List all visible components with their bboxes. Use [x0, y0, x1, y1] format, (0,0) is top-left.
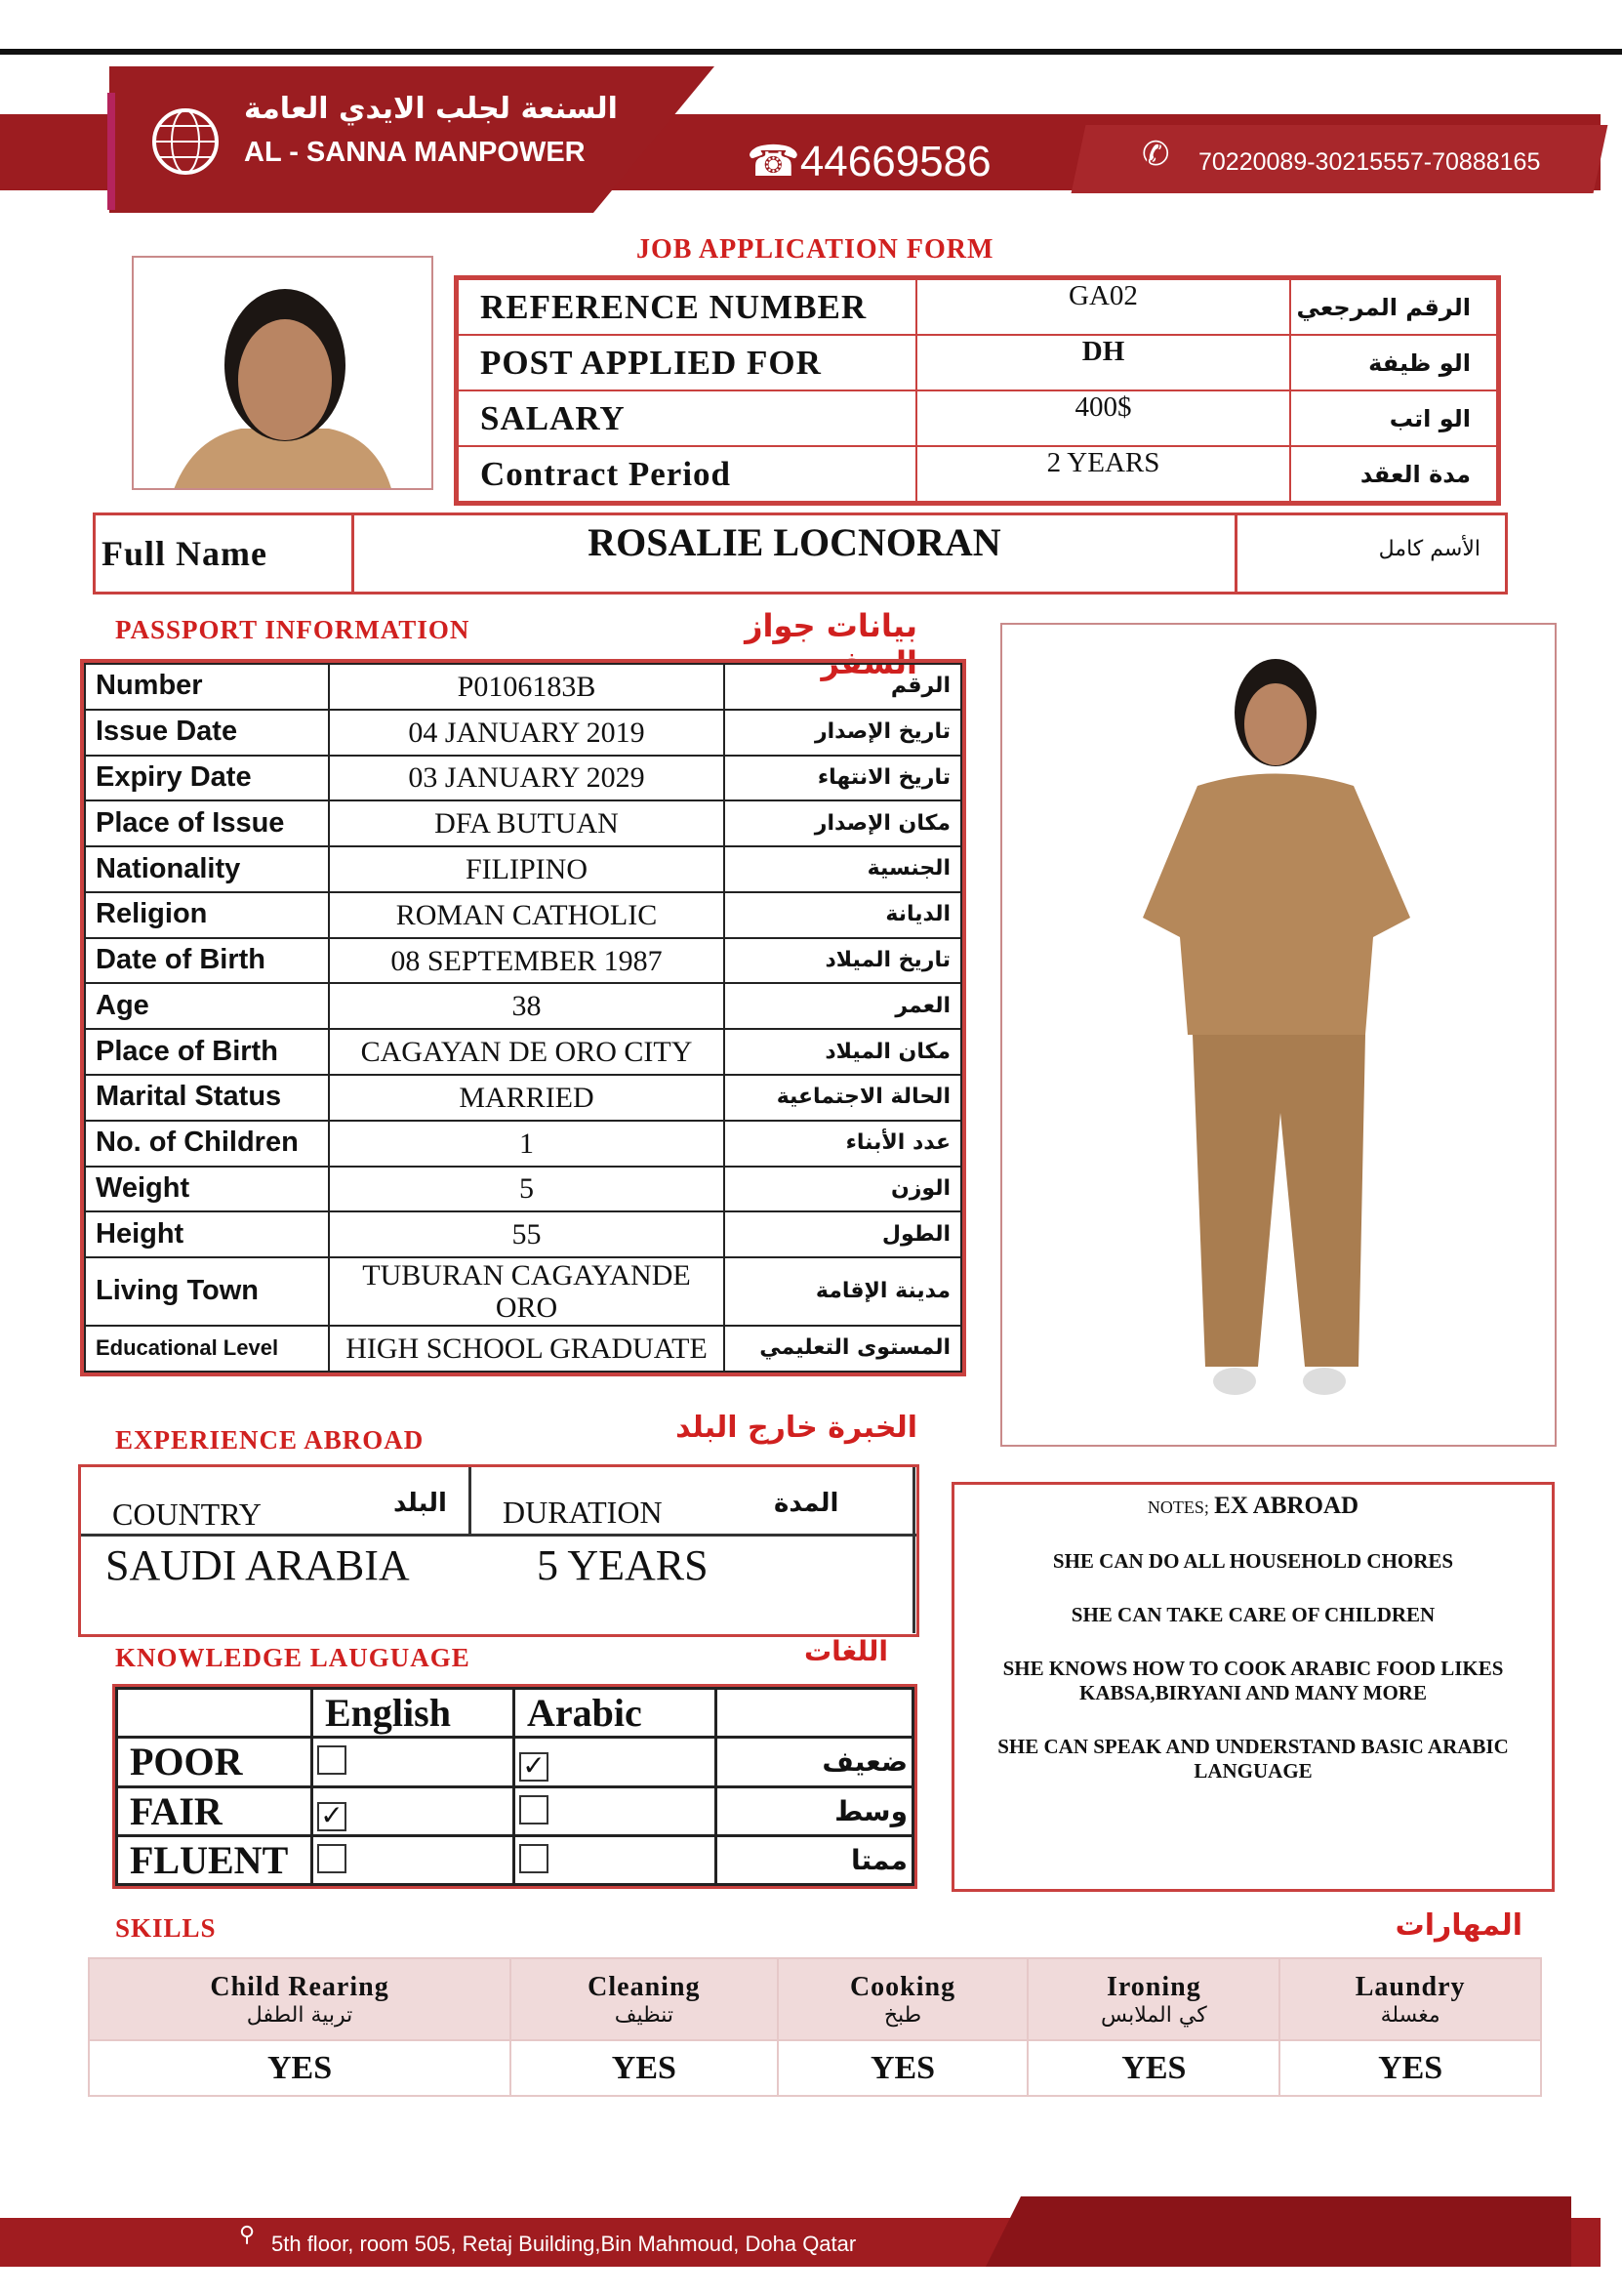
- contract-value: 2 YEARS: [916, 446, 1290, 502]
- skill-label: Cooking: [849, 1971, 956, 2002]
- phone-number: [747, 137, 992, 186]
- field-label-ar: تاريخ الانتهاء: [724, 756, 961, 801]
- note-line: SHE CAN DO ALL HOUSEHOLD CHORES: [1052, 1549, 1454, 1573]
- full-body-photo: [1000, 623, 1557, 1447]
- full-name-value: ROSALIE LOCNORAN: [354, 515, 1237, 592]
- english-header: English: [312, 1689, 514, 1738]
- field-label-ar: الحالة الاجتماعية: [724, 1075, 961, 1121]
- field-label-ar: مكان الميلاد: [724, 1029, 961, 1075]
- skill-value: YES: [89, 2040, 510, 2096]
- passport-row: [85, 1257, 961, 1326]
- field-label: Marital Status: [85, 1075, 329, 1121]
- passport-row: [85, 664, 961, 710]
- mobile-phone-icon: ✆: [1142, 135, 1170, 174]
- brand-name: AL - SANNA MANPOWER: [244, 137, 586, 168]
- contract-label-ar: مدة العقد: [1290, 446, 1497, 502]
- skill-header: [1028, 1958, 1279, 2040]
- duration-label: DURATION: [503, 1495, 663, 1530]
- passport-row: [85, 1326, 961, 1372]
- field-value: 03 JANUARY 2029: [329, 756, 724, 801]
- language-section-title: KNOWLEDGE LAUGUAGE: [115, 1643, 470, 1672]
- country-label: COUNTRY: [112, 1496, 262, 1532]
- field-value: 38: [329, 983, 724, 1029]
- field-label-ar: الديانة: [724, 892, 961, 938]
- field-value: 5: [329, 1167, 724, 1212]
- skill-value: YES: [1028, 2040, 1279, 2096]
- contract-label: Contract Period: [458, 446, 916, 502]
- field-value: MARRIED: [329, 1075, 724, 1121]
- blank-header: [117, 1689, 312, 1738]
- level-label-ar: ممتا: [716, 1835, 913, 1884]
- field-value: CAGAYAN DE ORO CITY: [329, 1029, 724, 1075]
- level-label: FAIR: [117, 1786, 312, 1835]
- level-label: FLUENT: [117, 1835, 312, 1884]
- ref-label-ar: الرقم المرجعي: [1290, 279, 1497, 335]
- field-label-ar: الوزن: [724, 1167, 961, 1212]
- field-label: Living Town: [85, 1257, 329, 1326]
- globe-logo-icon: [146, 102, 224, 181]
- logo-accent: [107, 93, 115, 210]
- field-label-ar: الرقم: [724, 664, 961, 710]
- full-name-label-ar: الأسم كامل: [1378, 537, 1480, 561]
- skill-label-ar: تنظيف: [614, 2002, 673, 2028]
- field-label: Number: [85, 664, 329, 710]
- salary-label-ar: الو اتب: [1290, 390, 1497, 446]
- field-value: HIGH SCHOOL GRADUATE: [329, 1326, 724, 1372]
- field-label-ar: مدينة الإقامة: [724, 1257, 961, 1326]
- language-row: [117, 1835, 913, 1884]
- skill-label-ar: مغسلة: [1380, 2002, 1440, 2028]
- field-label: Age: [85, 983, 329, 1029]
- notes-title: EX ABROAD: [1214, 1493, 1359, 1519]
- passport-row: [85, 1121, 961, 1167]
- skills-section-title-ar: المهارات: [1395, 1908, 1522, 1943]
- passport-row: [85, 892, 961, 938]
- level-label-ar: ضعيف: [716, 1738, 913, 1786]
- arabic-header: Arabic: [514, 1689, 716, 1738]
- field-label: Place of Birth: [85, 1029, 329, 1075]
- skill-header: [1279, 1958, 1541, 2040]
- language-row: [117, 1738, 913, 1786]
- passport-row: [85, 1075, 961, 1121]
- field-label: Educational Level: [85, 1326, 329, 1372]
- skill-value: YES: [1279, 2040, 1541, 2096]
- skills-section-title: SKILLS: [115, 1913, 217, 1943]
- english-checkbox[interactable]: [317, 1844, 346, 1873]
- duration-label-ar: المدة: [774, 1489, 839, 1518]
- country-label-ar: البلد: [393, 1489, 447, 1518]
- passport-row: [85, 1167, 961, 1212]
- passport-row: [85, 756, 961, 801]
- ref-label: REFERENCE NUMBER: [458, 279, 916, 335]
- field-label-ar: تاريخ الإصدار: [724, 710, 961, 756]
- field-label: Date of Birth: [85, 938, 329, 984]
- skill-value: YES: [510, 2040, 778, 2096]
- field-value: TUBURAN CAGAYANDE ORO: [329, 1257, 724, 1326]
- salary-value: 400$: [916, 390, 1290, 446]
- skill-header: [510, 1958, 778, 2040]
- field-label: Place of Issue: [85, 800, 329, 846]
- field-label-ar: العمر: [724, 983, 961, 1029]
- brand-name-arabic: السنعة لجلب الايدي العامة: [244, 92, 618, 126]
- reference-table: [454, 275, 1501, 506]
- field-label-ar: عدد الأبناء: [724, 1121, 961, 1167]
- skill-header: [89, 1958, 510, 2040]
- skill-label: Laundry: [1355, 1971, 1466, 2002]
- field-label-ar: المستوى التعليمي: [724, 1326, 961, 1372]
- duration-value: 5 YEARS: [537, 1541, 709, 1589]
- skill-label-ar: طبخ: [883, 2002, 922, 2028]
- arabic-checkbox[interactable]: [519, 1795, 548, 1824]
- language-table: [112, 1684, 917, 1889]
- notes-box: [952, 1482, 1555, 1892]
- passport-row: [85, 710, 961, 756]
- field-value: 08 SEPTEMBER 1987: [329, 938, 724, 984]
- field-label-ar: الجنسية: [724, 846, 961, 892]
- location-pin-icon: ⚲: [239, 2222, 256, 2246]
- post-label-ar: الو ظيفة: [1290, 335, 1497, 390]
- field-label: Issue Date: [85, 710, 329, 756]
- experience-section-title-ar: الخبرة خارج البلد: [675, 1411, 917, 1445]
- passport-section-title: PASSPORT INFORMATION: [115, 615, 470, 644]
- passport-row: [85, 938, 961, 984]
- arabic-checkbox[interactable]: ✓: [519, 1752, 548, 1782]
- field-label: Weight: [85, 1167, 329, 1212]
- form-title: JOB APPLICATION FORM: [636, 234, 994, 265]
- top-rule: [0, 49, 1622, 55]
- passport-row: [85, 800, 961, 846]
- field-label: Religion: [85, 892, 329, 938]
- mobile-numbers: 70220089-30215557-70888165: [1198, 148, 1541, 176]
- experience-section-title: EXPERIENCE ABROAD: [115, 1425, 425, 1455]
- field-label: Nationality: [85, 846, 329, 892]
- arabic-checkbox[interactable]: [519, 1844, 548, 1873]
- blank-header: [716, 1689, 913, 1738]
- field-label: No. of Children: [85, 1121, 329, 1167]
- skill-label: Cleaning: [588, 1971, 701, 2002]
- language-row: [117, 1786, 913, 1835]
- field-value: 1: [329, 1121, 724, 1167]
- ref-value: GA02: [916, 279, 1290, 335]
- level-label: POOR: [117, 1738, 312, 1786]
- field-value: P0106183B: [329, 664, 724, 710]
- phone-value: 44669586: [799, 138, 992, 185]
- note-line: SHE CAN TAKE CARE OF CHILDREN: [1071, 1603, 1436, 1626]
- skills-table: [88, 1957, 1542, 2097]
- field-label-ar: مكان الإصدار: [724, 800, 961, 846]
- passport-row: [85, 983, 961, 1029]
- skill-label: Ironing: [1106, 1971, 1201, 2002]
- passport-row: [85, 1211, 961, 1257]
- english-checkbox[interactable]: ✓: [317, 1802, 346, 1831]
- field-label-ar: تاريخ الميلاد: [724, 938, 961, 984]
- field-value: FILIPINO: [329, 846, 724, 892]
- skill-label-ar: كي الملابس: [1101, 2002, 1207, 2028]
- field-label-ar: الطول: [724, 1211, 961, 1257]
- notes-label: NOTES;: [1147, 1497, 1209, 1517]
- english-checkbox[interactable]: [317, 1745, 346, 1775]
- note-line: SHE KNOWS HOW TO COOK ARABIC FOOD LIKES KABSA,BIRYANI AND MANY MORE: [1002, 1657, 1504, 1704]
- field-value: 04 JANUARY 2019: [329, 710, 724, 756]
- skill-value: YES: [778, 2040, 1029, 2096]
- skill-label: Child Rearing: [210, 1971, 389, 2002]
- language-section-title-ar: اللغات: [804, 1635, 888, 1667]
- footer-address: 5th floor, room 505, Retaj Building,Bin Mahmoud, Doha Qatar: [271, 2232, 857, 2256]
- level-label-ar: وسط: [716, 1786, 913, 1835]
- field-value: DFA BUTUAN: [329, 800, 724, 846]
- passport-row: [85, 1029, 961, 1075]
- post-label: POST APPLIED FOR: [458, 335, 916, 390]
- skill-header: [778, 1958, 1029, 2040]
- field-value: ROMAN CATHOLIC: [329, 892, 724, 938]
- passport-section-title-ar: بيانات جواز السفر: [745, 607, 917, 681]
- field-label: Expiry Date: [85, 756, 329, 801]
- field-value: 55: [329, 1211, 724, 1257]
- passport-row: [85, 846, 961, 892]
- full-name-row: [93, 512, 1508, 594]
- note-line: SHE CAN SPEAK AND UNDERSTAND BASIC ARABIC LANGUAGE: [997, 1735, 1509, 1783]
- telephone-icon: ☎: [747, 138, 800, 185]
- field-label: Height: [85, 1211, 329, 1257]
- passport-table: [80, 659, 966, 1376]
- full-name-label: Full Name: [96, 515, 354, 592]
- experience-table: [78, 1464, 919, 1637]
- portrait-photo: [132, 256, 433, 490]
- skill-label-ar: تربية الطفل: [246, 2002, 353, 2028]
- country-value: SAUDI ARABIA: [105, 1541, 410, 1589]
- post-value: DH: [916, 335, 1290, 390]
- salary-label: SALARY: [458, 390, 916, 446]
- footer-band-right: [986, 2196, 1571, 2267]
